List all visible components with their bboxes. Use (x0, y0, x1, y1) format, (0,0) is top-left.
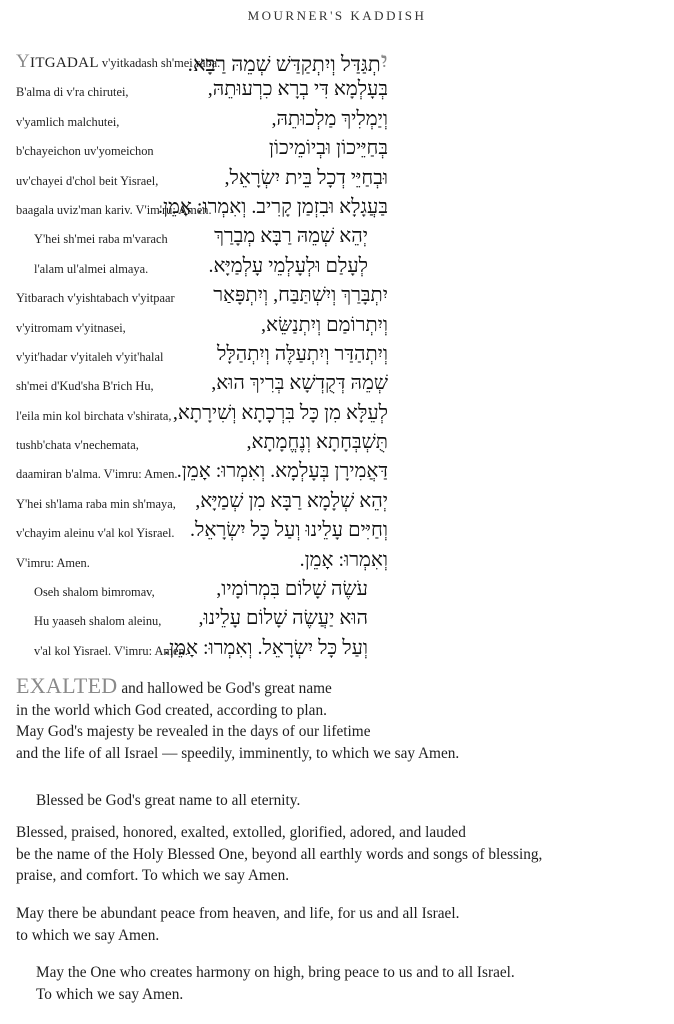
page-title: MOURNER'S KADDISH (247, 8, 427, 23)
transliteration: v'yit'hadar v'yitaleh v'yit'halal (16, 349, 164, 364)
translation-blessed (36, 790, 674, 812)
hebrew-text: וְאִמְרוּ: אָמֵן. (299, 548, 388, 571)
transliteration: v'yamlich malchutei, (16, 114, 120, 129)
transliteration: daamiran b'alma. V'imru: Amen. (16, 467, 178, 482)
transliteration: v'al kol Yisrael. V'imru: Amen. (34, 643, 188, 658)
hebrew-text: בַּעֲגָלָא וּבִזְמַן קָרִיב. וְאִמְרוּ: אָמֵן. (157, 195, 388, 218)
translation-line: be the name of the Holy Blessed One, beyond all earthly words and songs of blessing, (16, 845, 543, 863)
hebrew-text: יְהֵא שְׁלָמָא רַבָּא מִן שְׁמַיָּא, (195, 489, 388, 512)
hebrew-text: בְּחַיֵּיכוֹן וּבְיוֹמֵיכוֹן (268, 137, 388, 160)
transliteration: l'alam ul'almei almaya. (34, 261, 149, 276)
kaddish-line (0, 402, 674, 431)
transliteration: Yitbarach v'yishtabach v'yitpaar (16, 291, 175, 306)
transliteration: uv'chayei d'chol beit Yisrael, (16, 173, 159, 188)
hebrew-text (188, 47, 388, 79)
transliteration-text: v'yitkadash sh'mei raba. (98, 56, 221, 70)
transliteration: B'alma di v'ra chirutei, (16, 85, 129, 100)
translation-line: Blessed, praised, honored, exalted, extolled, glorified, adored, and lauded (16, 824, 466, 841)
kaddish-line (0, 637, 674, 666)
translation-intro-line (16, 675, 666, 700)
hebrew-text: וְיִתְהַדַּר וְיִתְעַלֶּה וְיִתְהַלָּל (216, 342, 388, 365)
translation-harmony (36, 962, 674, 1005)
kaddish-line (0, 49, 674, 78)
transliteration: sh'mei d'Kud'sha B'rich Hu, (16, 379, 154, 394)
kaddish-line (0, 196, 674, 225)
drop-cap-word: EXALTED (16, 673, 118, 698)
kaddish-line (0, 490, 674, 519)
hebrew-text: דַּאֲמִירָן בְּעָלְמָא. וְאִמְרוּ: אָמֵן. (176, 460, 388, 483)
hebrew-text: עֹשֶׂה שָׁלוֹם בִּמְרוֹמָיו, (216, 578, 368, 601)
kaddish-line (0, 343, 674, 372)
kaddish-line (0, 108, 674, 137)
transliteration: Y'hei sh'lama raba min sh'maya, (16, 496, 176, 511)
small-caps-word: ITGADAL (30, 55, 99, 71)
hebrew-text: לְעָלַם וּלְעָלְמֵי עָלְמַיָּא. (208, 254, 368, 277)
kaddish-line (0, 167, 674, 196)
transliteration: Hu yaaseh shalom aleinu, (34, 614, 162, 629)
kaddish-line (0, 314, 674, 343)
hebrew-drop-letter: יִ (380, 47, 388, 78)
kaddish-line (0, 78, 674, 107)
hebrew-text: בְּעָלְמָא דִּי בְרָא כִרְעוּתֵהּ, (207, 78, 388, 101)
translation-line: May the One who creates harmony on high, bring peace to us and to all Israel. (36, 964, 515, 981)
hebrew-text: תֻּשְׁבְּחָתָא וְנֶחֱמָתָא, (246, 431, 388, 454)
hebrew-text: יְהֵא שְׁמֵהּ רַבָּא מְבָרַךְ (214, 225, 368, 248)
translation-intro-rest: and hallowed be God's great name (117, 680, 332, 697)
transliteration: v'yitromam v'yitnasei, (16, 320, 126, 335)
hebrew-text: הוּא יַעֲשֶׂה שָׁלוֹם עָלֵינוּ, (198, 607, 368, 630)
kaddish-line (0, 431, 674, 460)
hebrew-text: וְחַיִּים עָלֵינוּ וְעַל כָּל יִשְׂרָאֵל. (190, 519, 388, 542)
kaddish-lines (0, 49, 674, 666)
kaddish-line (0, 284, 674, 313)
translation-exalted (16, 675, 666, 764)
transliteration: b'chayeichon uv'yomeichon (16, 144, 154, 159)
kaddish-line (0, 137, 674, 166)
transliteration: V'imru: Amen. (16, 555, 90, 570)
kaddish-line (0, 607, 674, 636)
translation-line: to which we say Amen. (16, 926, 160, 944)
kaddish-line (0, 225, 674, 254)
transliteration: l'eila min kol birchata v'shirata, (16, 408, 172, 423)
kaddish-line (0, 578, 674, 607)
hebrew-line-text: תְגַּדַּל וְיִתְקַדַּשׁ שְׁמֵהּ רַבָּא. (187, 52, 381, 76)
transliteration: Oseh shalom bimromav, (34, 585, 155, 600)
hebrew-text: וְעַל כָּל יִשְׂרָאֵל. וְאִמְרוּ: אָמֵן. (164, 636, 368, 659)
transliteration: tushb'chata v'nechemata, (16, 438, 139, 453)
hebrew-text: לְעֵלָּא מִן כָּל בִּרְכָתָא וְשִׁירָתָא, (172, 401, 388, 424)
kaddish-line (0, 255, 674, 284)
kaddish-line (0, 519, 674, 548)
drop-cap-letter: Y (16, 51, 31, 72)
translation-line: To which we say Amen. (36, 985, 184, 1003)
kaddish-line (0, 549, 674, 578)
hebrew-text: שְׁמֵהּ דְּקֻדְשָׁא בְּרִיךְ הוּא, (211, 372, 388, 395)
kaddish-line (0, 372, 674, 401)
translation-line: in the world which God created, according to plan. (16, 701, 327, 719)
transliteration: Y'hei sh'mei raba m'varach (34, 232, 168, 247)
kaddish-line (0, 460, 674, 489)
translation-line: May there be abundant peace from heaven, and life, for us and all Israel. (16, 905, 460, 922)
hebrew-text: יִתְבָּרַךְ וְיִשְׁתַּבַּח, וְיִתְפָּאַר (213, 284, 388, 307)
hebrew-text: וְיִתְרוֹמַם וְיִתְנַשֵּׂא, (260, 313, 388, 336)
translation-praised (16, 822, 666, 887)
translation-line: and the life of all Israel — speedily, imminently, to which we say Amen. (16, 744, 460, 762)
translation-peace (16, 903, 666, 946)
hebrew-text: וּבְחַיֵּי דְכָל בֵּית יִשְׂרָאֵל, (224, 166, 388, 189)
hebrew-text: וְיַמְלִיךְ מַלְכוּתֵהּ, (271, 107, 388, 130)
transliteration: baagala uviz'man kariv. V'im'ru: Amen. (16, 202, 212, 217)
transliteration: v'chayim aleinu v'al kol Yisrael. (16, 526, 175, 541)
translation-line: Blessed be God's great name to all eternity. (36, 792, 301, 809)
translation-line: praise, and comfort. To which we say Amen. (16, 867, 290, 885)
translation-line: May God's majesty be revealed in the days of our lifetime (16, 723, 371, 741)
